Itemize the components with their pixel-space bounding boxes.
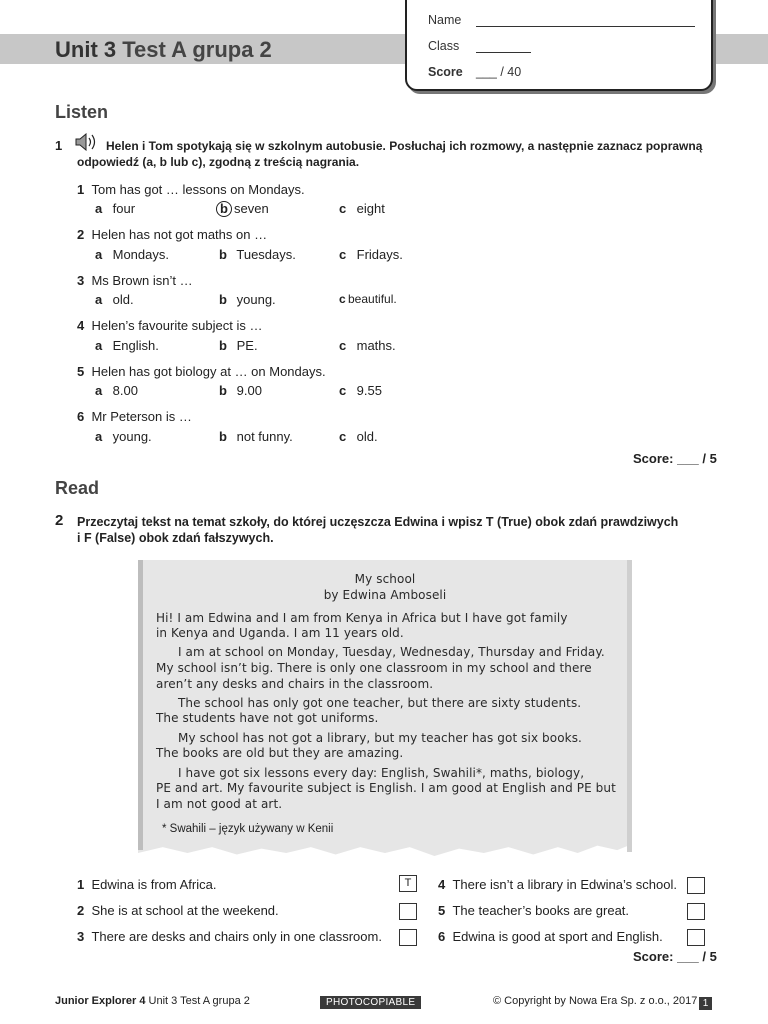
reading-line: I am at school on Monday, Tuesday, Wednesday, Thursday and Friday. bbox=[178, 645, 605, 659]
statement-row: 5 The teacher’s books are great. bbox=[438, 903, 630, 918]
footer-book-title: Junior Explorer 4 bbox=[55, 995, 146, 1007]
class-label: Class bbox=[428, 39, 460, 53]
statement-row: 3 There are desks and chairs only in one classroom. bbox=[77, 929, 382, 944]
read-heading: Read bbox=[55, 478, 100, 498]
reading-line: I am not good at art. bbox=[156, 797, 283, 811]
listen-item: 2 Helen has not got maths on … bbox=[77, 227, 268, 242]
option-b[interactable]: b 9.00 bbox=[219, 383, 262, 398]
total-score: ___ / 40 bbox=[476, 65, 522, 79]
option-a[interactable]: a old. bbox=[95, 292, 134, 307]
option-c[interactable]: c maths. bbox=[339, 338, 396, 353]
option-b[interactable]: b Tuesdays. bbox=[219, 247, 296, 262]
task-1-number: 1 bbox=[55, 138, 63, 153]
answer-box[interactable] bbox=[687, 877, 705, 894]
footer-book-info bbox=[55, 995, 250, 1007]
class-field[interactable] bbox=[476, 52, 531, 53]
task-1-instruction-line-2: odpowiedź (a, b lub c), zgodną z treścią nagrania. bbox=[77, 155, 360, 169]
option-a[interactable]: a four bbox=[95, 201, 136, 216]
item-question: Tom has got … lessons on Mondays. bbox=[91, 182, 305, 197]
statement-row: 1 Edwina is from Africa. bbox=[77, 877, 217, 892]
score-label: Score bbox=[428, 65, 463, 79]
statement-row: 6 Edwina is good at sport and English. bbox=[438, 929, 663, 944]
listen-item: 4 Helen’s favourite subject is … bbox=[77, 318, 263, 333]
page-title bbox=[55, 35, 272, 65]
answer-circle: b bbox=[216, 201, 232, 217]
listen-item: 3 Ms Brown isn’t … bbox=[77, 273, 193, 288]
listen-score: Score: ___ / 5 bbox=[633, 451, 717, 466]
reading-author: by Edwina Amboseli bbox=[323, 588, 447, 602]
statement-row: 2 She is at school at the weekend. bbox=[77, 903, 279, 918]
listen-item bbox=[77, 182, 305, 197]
reading-line: My school isn’t big. There is only one classroom in my school and there bbox=[156, 661, 592, 675]
reading-line: I have got six lessons every day: English, Swahili*, maths, biology, bbox=[178, 766, 585, 780]
reading-line: in Kenya and Uganda. I am 11 years old. bbox=[156, 626, 404, 640]
audio-speaker-icon[interactable] bbox=[75, 133, 99, 151]
option-b-selected[interactable]: b seven bbox=[219, 201, 269, 217]
reading-line: Hi! I am Edwina and I am from Kenya in Africa but I have got family bbox=[156, 611, 568, 625]
option-c[interactable]: c beautiful. bbox=[339, 292, 397, 306]
option-c[interactable]: c Fridays. bbox=[339, 247, 403, 262]
footer-test-name: Unit 3 Test A grupa 2 bbox=[148, 995, 250, 1007]
reading-line: The books are old but they are amazing. bbox=[156, 746, 404, 760]
statement-row: 4 There isn’t a library in Edwina’s school. bbox=[438, 877, 677, 892]
reading-line: The school has only got one teacher, but there are sixty students. bbox=[178, 696, 582, 710]
answer-box[interactable] bbox=[399, 929, 417, 946]
item-number: 1 bbox=[77, 182, 85, 197]
read-score: Score: ___ / 5 bbox=[633, 949, 717, 964]
answer-box[interactable]: T bbox=[399, 875, 417, 892]
option-b[interactable]: b young. bbox=[219, 292, 276, 307]
name-field[interactable] bbox=[476, 26, 695, 27]
task-2-instruction-line-2: i F (False) obok zdań fałszywych. bbox=[77, 531, 274, 545]
answer-box[interactable] bbox=[399, 903, 417, 920]
task-1-instruction-line-1: Helen i Tom spotykają się w szkolnym autobusie. Posłuchaj ich rozmowy, a następnie zaznacz poprawną bbox=[106, 139, 703, 153]
footer-copyright: © Copyright by Nowa Era Sp. z o.o., 2017 bbox=[493, 995, 698, 1007]
page-number: 1 bbox=[699, 997, 712, 1010]
listen-heading: Listen bbox=[55, 102, 109, 122]
reading-title: My school bbox=[354, 572, 416, 586]
reading-line: aren’t any desks and chairs in the classroom. bbox=[156, 677, 434, 691]
option-c[interactable]: c eight bbox=[339, 201, 385, 216]
task-2-number: 2 bbox=[55, 512, 64, 529]
option-b[interactable]: b PE. bbox=[219, 338, 258, 353]
option-a[interactable]: a English. bbox=[95, 338, 159, 353]
listen-item: 6 Mr Peterson is … bbox=[77, 409, 192, 424]
unit-label: Unit 3 bbox=[55, 37, 117, 62]
test-label: Test A grupa 2 bbox=[122, 37, 272, 62]
reading-line: The students have not got uniforms. bbox=[156, 711, 379, 725]
photocopiable-badge: PHOTOCOPIABLE bbox=[320, 996, 421, 1009]
paper-shadow-left bbox=[138, 560, 143, 850]
answer-box[interactable] bbox=[687, 903, 705, 920]
reading-footnote: * Swahili – język używany w Kenii bbox=[162, 823, 334, 835]
task-2-instruction-line-1: Przeczytaj tekst na temat szkoły, do której uczęszcza Edwina i wpisz T (True) obok zdań prawdziwych bbox=[77, 515, 679, 529]
option-a[interactable]: a young. bbox=[95, 429, 152, 444]
option-a[interactable]: a 8.00 bbox=[95, 383, 138, 398]
option-b[interactable]: b not funny. bbox=[219, 429, 293, 444]
paper-shadow-right bbox=[627, 560, 632, 852]
answer-box[interactable] bbox=[687, 929, 705, 946]
student-info-box bbox=[405, 0, 713, 91]
option-c[interactable]: c old. bbox=[339, 429, 378, 444]
listen-item: 5 Helen has got biology at … on Mondays. bbox=[77, 364, 326, 379]
option-a[interactable]: a Mondays. bbox=[95, 247, 169, 262]
reading-line: My school has not got a library, but my teacher has got six books. bbox=[178, 731, 582, 745]
option-c[interactable]: c 9.55 bbox=[339, 383, 382, 398]
name-label: Name bbox=[428, 13, 462, 27]
reading-line: PE and art. My favourite subject is English. I am good at English and PE but bbox=[156, 781, 616, 795]
